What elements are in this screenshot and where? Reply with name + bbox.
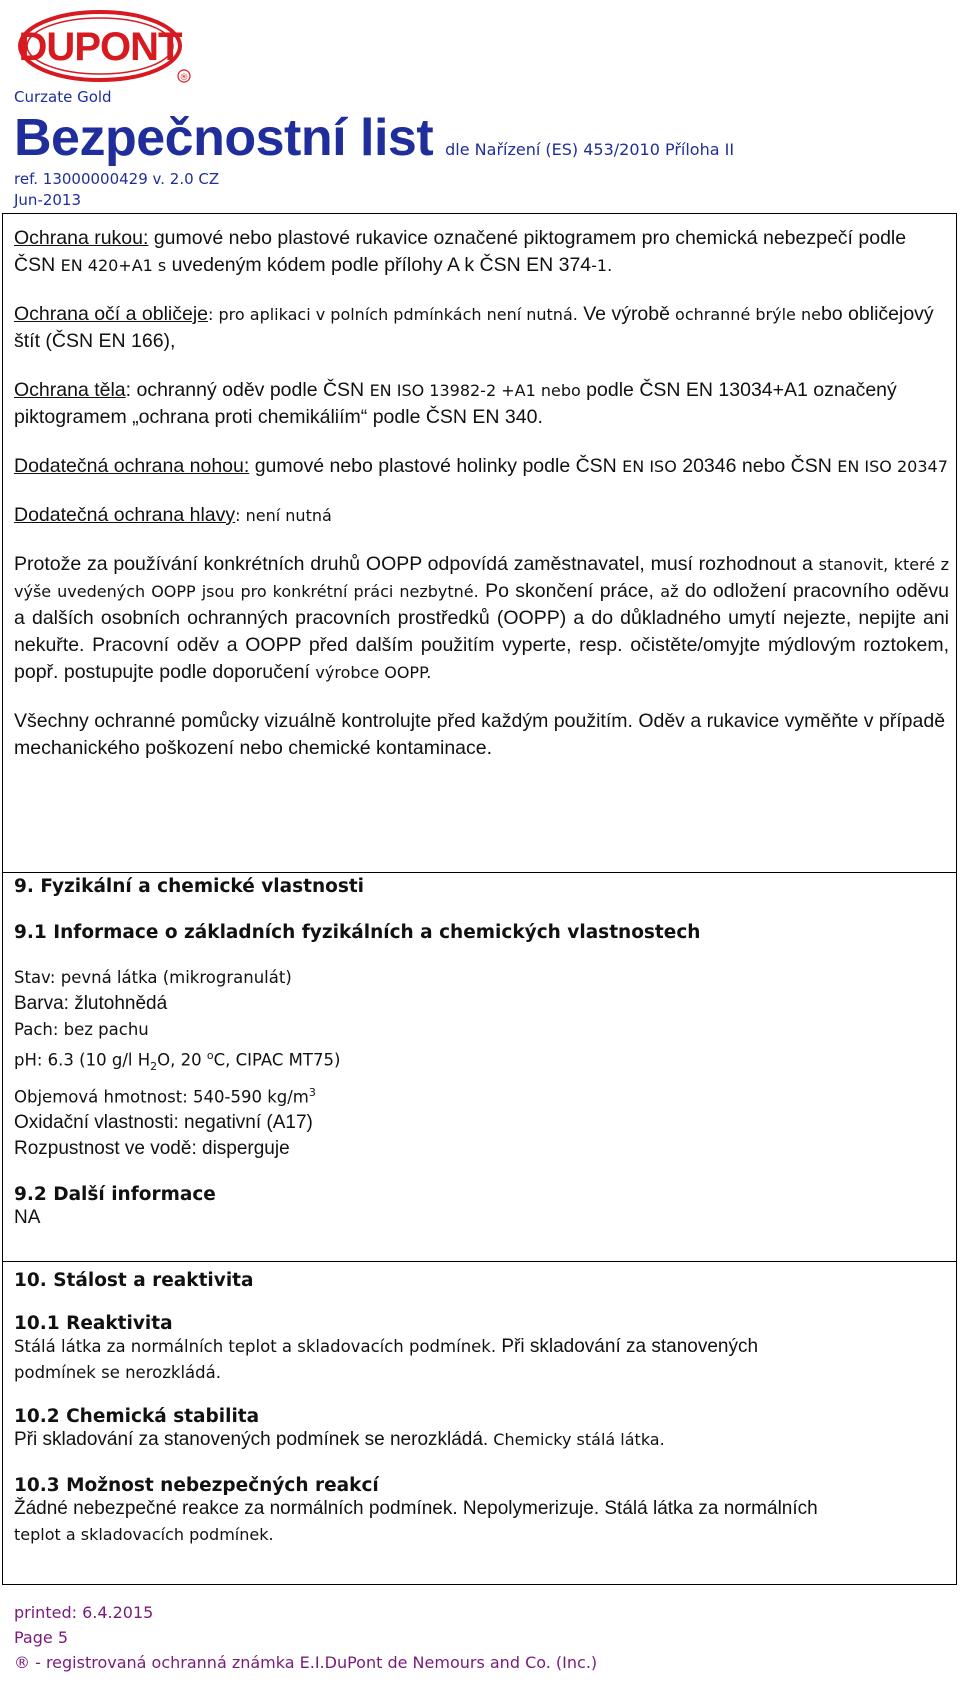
body-protection: [14, 377, 949, 431]
ppe-text-1: Protože za používání konkrétních druhů OOPP odpovídá zaměstnavatel, musí rozhodnout a: [14, 553, 819, 575]
ppe-text-6: výrobce OOPP.: [315, 663, 432, 682]
dupont-logo-icon: [16, 8, 196, 86]
section-10: [14, 1270, 949, 1548]
section-10-3-text: [14, 1496, 949, 1548]
title-row: [14, 109, 920, 167]
section-10-2-heading: 10.2 Chemická stabilita: [14, 1406, 260, 1427]
foot-protection: [14, 453, 949, 480]
body-protection-standard: EN ISO 13982-2 +A1 nebo: [369, 381, 581, 400]
eye-protection-text-4: bo obličejový štít (ČSN EN 166),: [14, 303, 934, 352]
document-title: Bezpečnostní list: [14, 109, 434, 167]
ph-text-2: O, 20: [157, 1050, 207, 1070]
head-protection: [14, 502, 949, 529]
reactivity-text-2: Při skladování za stanovených: [496, 1336, 759, 1357]
stability-text-2: Chemicky stálá látka.: [488, 1430, 665, 1449]
body-protection-label: Ochrana těla: [14, 379, 126, 401]
eye-protection-text: : pro aplikaci v polních pdmínkách není nutná.: [208, 305, 578, 324]
document-header: [14, 84, 920, 209]
density-text: Objemová hmotnost: 540-590 kg/m: [14, 1087, 309, 1107]
ph-text-3: C, CIPAC MT75): [213, 1050, 341, 1070]
property-odor: Pach: bez pachu: [14, 1020, 149, 1039]
hand-protection-suffix: -1.: [591, 256, 613, 275]
property-ph: [14, 1043, 949, 1080]
section-9-2-text: NA: [14, 1207, 41, 1229]
properties-list: [14, 965, 949, 1162]
section-10-3-heading: 10.3 Možnost nebezpečných reakcí: [14, 1475, 379, 1496]
ph-text: pH: 6.3 (10 g/l H: [14, 1050, 151, 1070]
ppe-responsibility: [14, 551, 949, 686]
head-protection-label: Dodatečná ochrana hlavy: [14, 504, 236, 526]
head-protection-text: : není nutná: [235, 506, 332, 525]
reactivity-text-3: podmínek se nerozkládá.: [14, 1363, 221, 1382]
dupont-logo: [16, 8, 196, 86]
density-superscript: 3: [308, 1085, 316, 1099]
section-10-2-text: [14, 1427, 949, 1453]
stability-text: Při skladování za stanovených podmínek se nerozkládá.: [14, 1429, 489, 1450]
section-9-1-heading: 9.1 Informace o základních fyzikálních a chemických vlastnostech: [14, 922, 701, 943]
ph-superscript: o: [206, 1049, 214, 1062]
foot-protection-standard-2: EN ISO 20347: [837, 457, 948, 476]
property-solubility: Rozpustnost ve vodě: disperguje: [14, 1138, 290, 1160]
eye-protection-label: Ochrana očí a obličeje: [14, 303, 209, 325]
logo-text: DUPONT: [18, 25, 182, 69]
eye-protection: [14, 301, 949, 355]
hand-protection: [14, 225, 949, 279]
property-state: Stav: pevná látka (mikrogranulát): [14, 968, 292, 987]
hand-protection-label: Ochrana rukou:: [14, 227, 149, 249]
reactivity-text: Stálá látka za normálních teplot a skladovacích podmínek.: [14, 1337, 497, 1356]
section-9: [14, 876, 949, 1231]
ppe-text-3: Po skončení práce,: [478, 580, 661, 602]
hand-protection-text-2: uvedeným kódem podle přílohy A k ČSN EN 374: [166, 254, 592, 276]
property-density: [14, 1080, 949, 1111]
ppe-text-5: do odložení pracovního oděvu a dalších osobních ochranných pracovních prostředků (OOPP) a do důkladného umytí nejezte, nepijte ani nekuřte. Pracovní oděv a OOPP před dalším použitím vyperte, resp. očistěte/omyjte mýdlovým roztokem, popř. postupujte podle doporučení: [14, 580, 949, 683]
section-9-heading: 9. Fyzikální a chemické vlastnosti: [14, 876, 365, 897]
document-ref: ref. 13000000429 v. 2.0 CZ: [14, 170, 220, 188]
foot-protection-text-2: 20346 nebo ČSN: [676, 455, 838, 477]
hazardous-reactions-text-2: teplot a skladovacích podmínek.: [14, 1525, 274, 1544]
section-10-heading: 10. Stálost a reaktivita: [14, 1270, 254, 1291]
property-color: Barva: žlutohnědá: [14, 993, 168, 1014]
hazardous-reactions-text: Žádné nebezpečné reakce za normálních podmínek. Nepolymerizuje. Stálá látka za normálních: [14, 1498, 818, 1519]
hand-protection-standard: EN 420+A1 s: [60, 256, 167, 275]
page-number: Page 5: [14, 1628, 68, 1647]
section-10-1-heading: 10.1 Reaktivita: [14, 1313, 173, 1334]
section-9-2-heading: 9.2 Další informace: [14, 1184, 216, 1206]
document-date: Jun-2013: [14, 191, 82, 209]
ph-subscript: 2: [150, 1059, 158, 1073]
foot-protection-standard: EN ISO: [622, 457, 677, 476]
section-divider: [2, 1261, 957, 1262]
section-10-1-text: [14, 1334, 949, 1386]
foot-protection-label: Dodatečná ochrana nohou:: [14, 455, 250, 477]
ppe-text-2: stanovit, které z výše uvedených OOPP jsou pro konkrétní práci nezbytné.: [14, 555, 949, 601]
eye-protection-text-2: Ve výrobě: [577, 303, 670, 325]
ppe-text-4: až: [660, 582, 679, 601]
logo-registered-mark: ®: [179, 73, 189, 83]
ppe-check: Všechny ochranné pomůcky vizuálně kontrolujte před každým použitím. Oděv a rukavice vyměňte v případě mechanického poškození nebo chemické kontaminace.: [14, 710, 946, 759]
trademark-note: ® - registrovaná ochranná známka E.I.DuPont de Nemours and Co. (Inc.): [14, 1653, 598, 1672]
body-protection-text: : ochranný oděv podle ČSN: [125, 379, 370, 401]
protection-section: [14, 225, 949, 762]
eye-protection-text-3: ochranné brýle ne: [669, 305, 821, 324]
regulation-reference: dle Nařízení (ES) 453/2010 Příloha II: [445, 140, 735, 159]
page-footer: [14, 1600, 597, 1675]
product-name: Curzate Gold: [14, 88, 112, 106]
property-oxidizing: Oxidační vlastnosti: negativní (A17): [14, 1112, 313, 1134]
foot-protection-text: gumové nebo plastové holinky podle ČSN: [249, 455, 623, 477]
printed-date: printed: 6.4.2015: [14, 1603, 154, 1622]
hand-protection-text: gumové nebo plastové rukavice označené piktogramem pro chemická nebezpečí podle ČSN: [14, 227, 907, 276]
body-protection-text-2: podle ČSN EN 13034+A1 označený piktogramem „ochrana proti chemikáliím“ podle ČSN EN 340.: [14, 379, 897, 428]
